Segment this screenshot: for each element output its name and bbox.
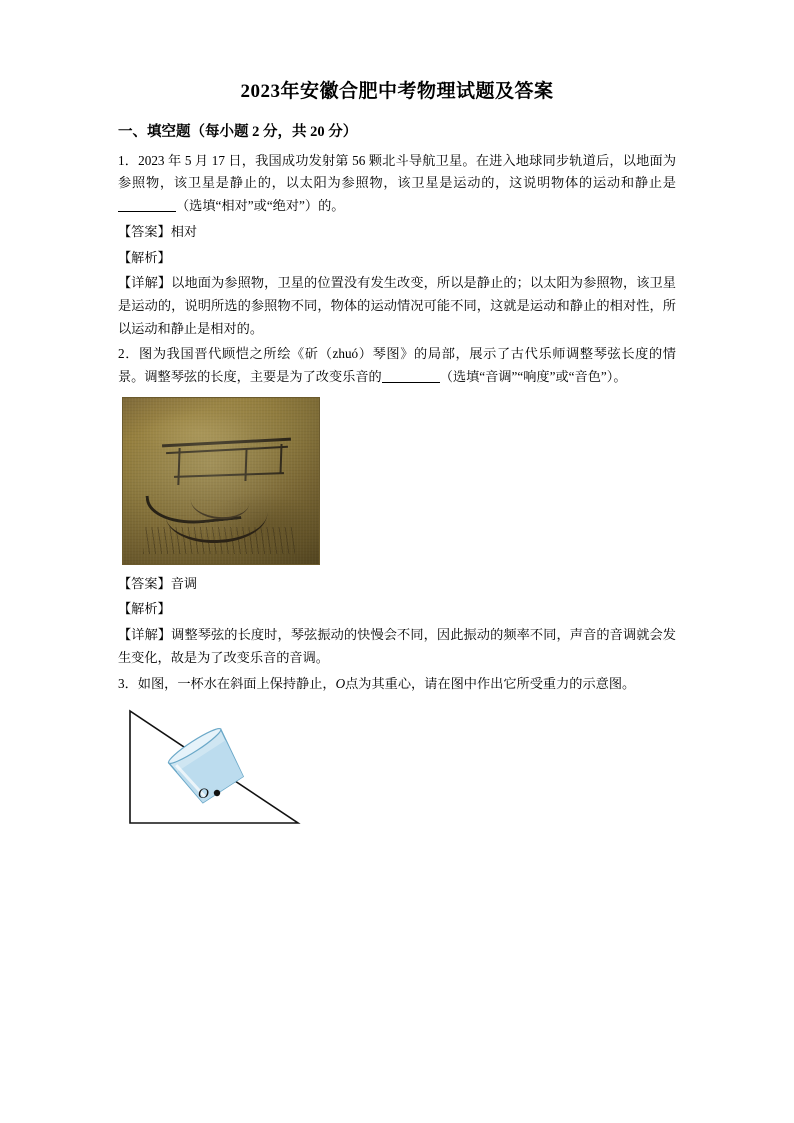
answer-label: 【答案】 bbox=[118, 575, 171, 591]
question-3-point-label: O bbox=[335, 675, 346, 691]
incline-diagram bbox=[122, 703, 382, 841]
question-3-stem-pre: 如图，一杯水在斜面上保持静止， bbox=[137, 675, 336, 691]
question-3-number: 3． bbox=[118, 675, 138, 691]
question-2-number: 2． bbox=[118, 346, 140, 362]
question-1-stem-part2: （选填“相对”或“绝对”）的。 bbox=[176, 198, 345, 214]
question-1-number: 1． bbox=[118, 152, 139, 168]
question-3-stem bbox=[118, 673, 676, 696]
question-3-stem-post: 点为其重心，请在图中作出它所受重力的示意图。 bbox=[345, 675, 636, 691]
question-2-stem bbox=[118, 343, 676, 388]
question-2-analysis-label: 【解析】 bbox=[118, 601, 171, 617]
question-2-answer bbox=[118, 573, 676, 596]
answer-text: 音调 bbox=[170, 575, 198, 591]
question-2-stem-part1: 图为我国晋代顾恺之所绘《斫（zhuó）琴图》的局部，展示了古代乐师调整琴弦长度的情景。调整琴弦的长度，主要是为了改变乐音的 bbox=[118, 346, 676, 385]
question-1-stem bbox=[118, 150, 676, 218]
cog-dot bbox=[214, 790, 220, 796]
question-3-figure bbox=[118, 703, 676, 841]
question-2-figure bbox=[118, 397, 676, 565]
fill-blank bbox=[118, 211, 176, 212]
fill-blank bbox=[382, 382, 440, 383]
cog-label: O bbox=[198, 786, 209, 803]
question-1-stem-part1: 2023 年 5 月 17 日，我国成功发射第 56 颗北斗导航卫星。在进入地球同步轨道后，以地面为参照物，该卫星是静止的，以太阳为参照物，该卫星是运动的，这说明物体的运动和静止是 bbox=[118, 152, 677, 191]
question-1-detail: 【详解】以地面为参照物，卫星的位置没有发生改变，所以是静止的；以太阳为参照物，该卫星是运动的，说明所选的参照物不同，物体的运动情况可能不同，这就是运动和静止的相对性，所以运动和静止是相对的。 bbox=[118, 275, 676, 336]
painting-vignette bbox=[123, 398, 319, 564]
answer-text: 相对 bbox=[170, 223, 198, 239]
bottom-spacer bbox=[118, 849, 676, 857]
answer-label: 【答案】 bbox=[118, 223, 171, 239]
page-title: 2023年安徽合肥中考物理试题及答案 bbox=[240, 81, 554, 102]
question-1-analysis-label: 【解析】 bbox=[118, 249, 171, 265]
painting-image bbox=[122, 397, 320, 565]
question-1-answer bbox=[118, 221, 676, 244]
question-2-detail: 【详解】调整琴弦的长度时，琴弦振动的快慢会不同，因此振动的频率不同，声音的音调就会发生变化，故是为了改变乐音的音调。 bbox=[118, 627, 676, 665]
question-2-stem-part2: （选填“音调”“响度”或“音色”）。 bbox=[439, 369, 627, 385]
section-heading: 一、填空题（每小题 2 分，共 20 分） bbox=[118, 123, 358, 140]
